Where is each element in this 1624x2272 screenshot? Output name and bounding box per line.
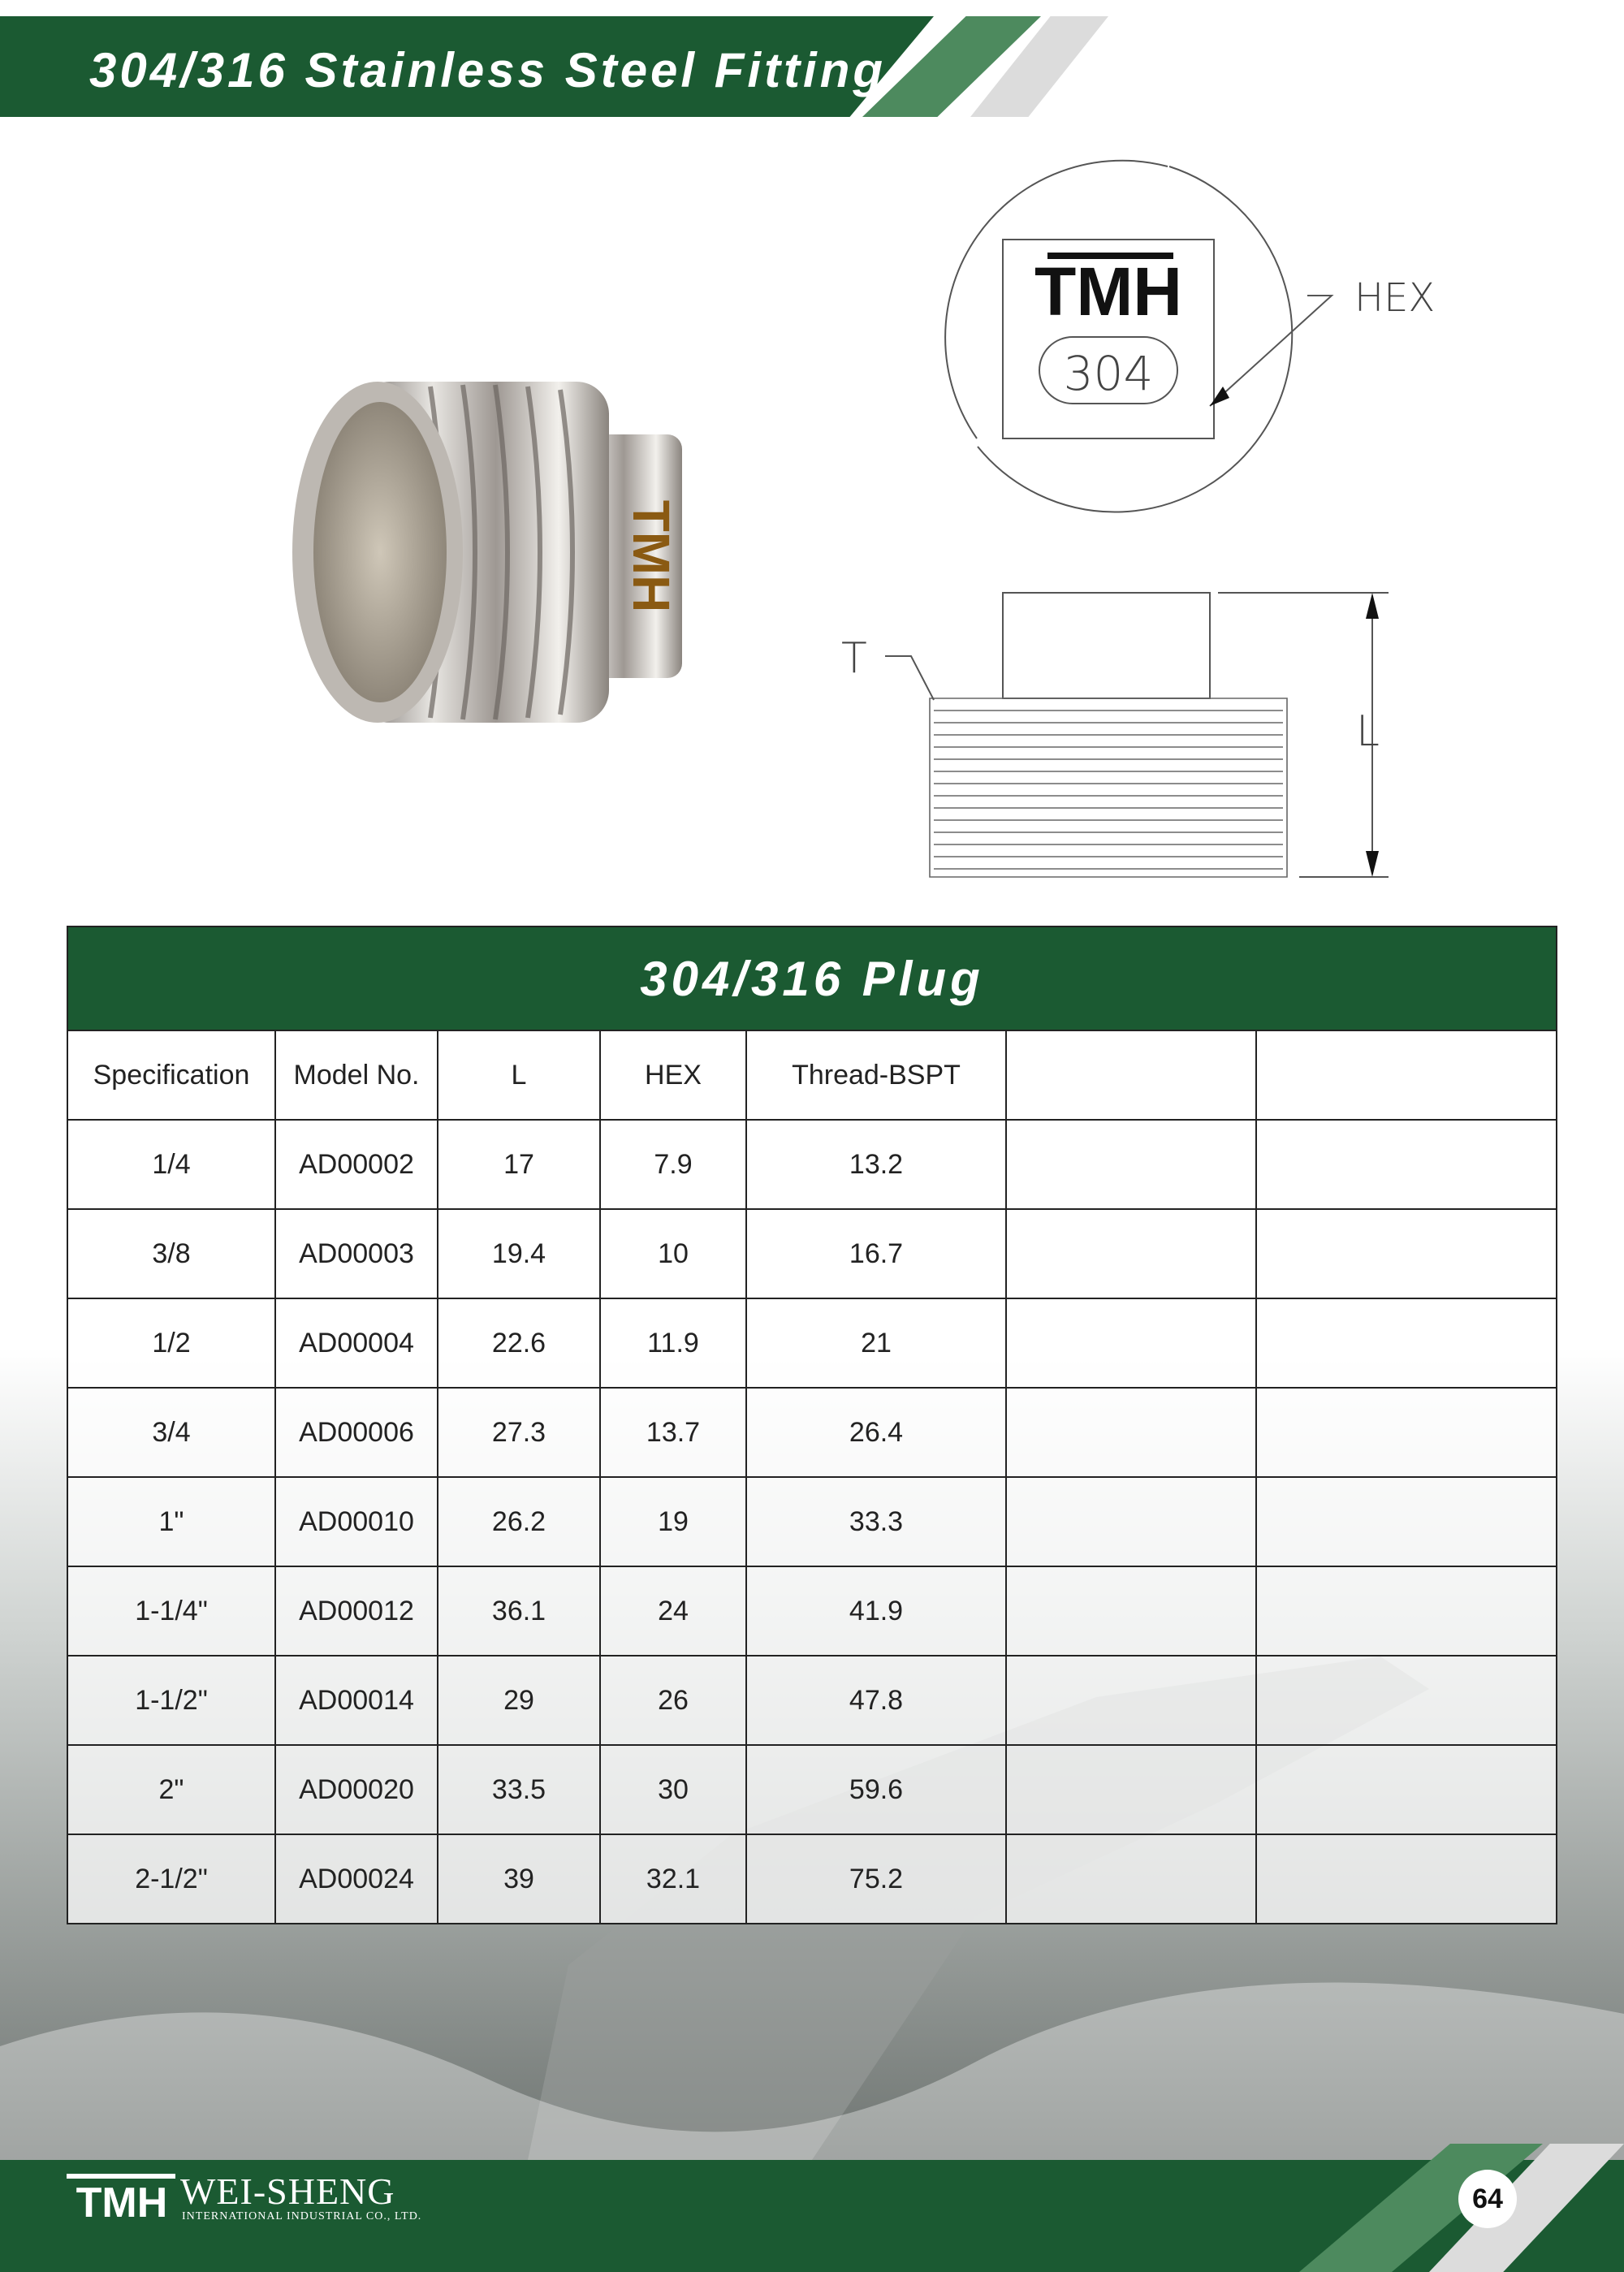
table-cell [1255, 1121, 1557, 1210]
table-cell: AD00004 [274, 1299, 437, 1389]
table-cell: 26 [599, 1656, 745, 1746]
table-cell: AD00003 [274, 1210, 437, 1299]
table-cell [1005, 1835, 1255, 1924]
table-cell [1255, 1210, 1557, 1299]
plug-product-photo [260, 357, 715, 739]
footer-logo-text: TMH [76, 2179, 168, 2222]
table-cell: 29 [437, 1656, 599, 1746]
table-cell: 33.5 [437, 1746, 599, 1835]
column-header: Thread-BSPT [745, 1031, 1005, 1121]
table-row [67, 1746, 1557, 1835]
length-label: L [1356, 707, 1380, 756]
table-cell: 1/4 [67, 1121, 274, 1210]
table-row [67, 1567, 1557, 1656]
table-cell: 36.1 [437, 1567, 599, 1656]
table-cell: 3/8 [67, 1210, 274, 1299]
table-cell: 2" [67, 1746, 274, 1835]
column-header: Specification [67, 1031, 274, 1121]
column-header [1255, 1031, 1557, 1121]
drawing-logo: TMH [1034, 253, 1182, 330]
table-cell: 13.7 [599, 1389, 745, 1478]
table-cell: 59.6 [745, 1746, 1005, 1835]
table-cell [1255, 1746, 1557, 1835]
table-cell: AD00014 [274, 1656, 437, 1746]
page-title: 304/316 Stainless Steel Fitting [89, 43, 887, 97]
table-cell: 39 [437, 1835, 599, 1924]
product-stamp: TMH [622, 499, 680, 613]
table-cell [1005, 1478, 1255, 1567]
table-cell: 2-1/2" [67, 1835, 274, 1924]
table-cell: 33.3 [745, 1478, 1005, 1567]
table-cell: 75.2 [745, 1835, 1005, 1924]
table-cell: 10 [599, 1210, 745, 1299]
table-cell [1255, 1567, 1557, 1656]
table-cell: 13.2 [745, 1121, 1005, 1210]
table-cell [1005, 1567, 1255, 1656]
table-cell: 21 [745, 1299, 1005, 1389]
table-row [67, 1478, 1557, 1567]
company-name: WEI-SHENG [180, 2170, 395, 2212]
page-number: 64 [1458, 2170, 1517, 2228]
table-cell: 41.9 [745, 1567, 1005, 1656]
table-cell: 7.9 [599, 1121, 745, 1210]
drawing-material-mark: 304 [1063, 346, 1154, 401]
table-row [67, 1121, 1557, 1210]
table-cell [1005, 1210, 1255, 1299]
table-cell: 27.3 [437, 1389, 599, 1478]
table-cell: 30 [599, 1746, 745, 1835]
top-view-drawing [893, 154, 1478, 536]
table-cell: 19 [599, 1478, 745, 1567]
thread-label: T [841, 634, 867, 683]
table-cell: 3/4 [67, 1389, 274, 1478]
spec-table [67, 926, 1557, 1924]
table-cell: 26.4 [745, 1389, 1005, 1478]
table-title: 304/316 Plug [640, 951, 984, 1006]
table-cell [1005, 1121, 1255, 1210]
table-row [67, 1210, 1557, 1299]
brand-logo [65, 2170, 179, 2222]
table-cell: 47.8 [745, 1656, 1005, 1746]
table-cell: 1-1/2" [67, 1656, 274, 1746]
table-row [67, 1389, 1557, 1478]
table-grid [67, 1031, 1557, 1924]
table-cell: 22.6 [437, 1299, 599, 1389]
table-cell: AD00024 [274, 1835, 437, 1924]
table-cell [1005, 1746, 1255, 1835]
table-cell: 11.9 [599, 1299, 745, 1389]
table-cell [1005, 1389, 1255, 1478]
table-cell: AD00012 [274, 1567, 437, 1656]
table-cell: AD00006 [274, 1389, 437, 1478]
table-row [67, 1299, 1557, 1389]
table-row [67, 1656, 1557, 1746]
table-cell [1255, 1656, 1557, 1746]
column-header [1005, 1031, 1255, 1121]
column-header: HEX [599, 1031, 745, 1121]
table-row [67, 1835, 1557, 1924]
table-cell: 26.2 [437, 1478, 599, 1567]
table-cell: 17 [437, 1121, 599, 1210]
table-cell [1255, 1299, 1557, 1389]
table-cell: 1" [67, 1478, 274, 1567]
table-cell: AD00002 [274, 1121, 437, 1210]
table-cell: 32.1 [599, 1835, 745, 1924]
table-header-row [67, 1031, 1557, 1121]
table-cell: AD00020 [274, 1746, 437, 1835]
table-cell: AD00010 [274, 1478, 437, 1567]
table-cell [1255, 1835, 1557, 1924]
company-subtitle: INTERNATIONAL INDUSTRIAL CO., LTD. [182, 2210, 422, 2222]
table-cell: 1-1/4" [67, 1567, 274, 1656]
side-view-drawing [820, 568, 1453, 893]
table-cell: 24 [599, 1567, 745, 1656]
table-cell: 1/2 [67, 1299, 274, 1389]
hex-label: HEX [1354, 275, 1436, 321]
table-title-band [67, 926, 1557, 1031]
table-cell [1005, 1656, 1255, 1746]
column-header: L [437, 1031, 599, 1121]
table-cell: 16.7 [745, 1210, 1005, 1299]
table-cell [1005, 1299, 1255, 1389]
table-cell [1255, 1389, 1557, 1478]
table-cell: 19.4 [437, 1210, 599, 1299]
column-header: Model No. [274, 1031, 437, 1121]
table-cell [1255, 1478, 1557, 1567]
